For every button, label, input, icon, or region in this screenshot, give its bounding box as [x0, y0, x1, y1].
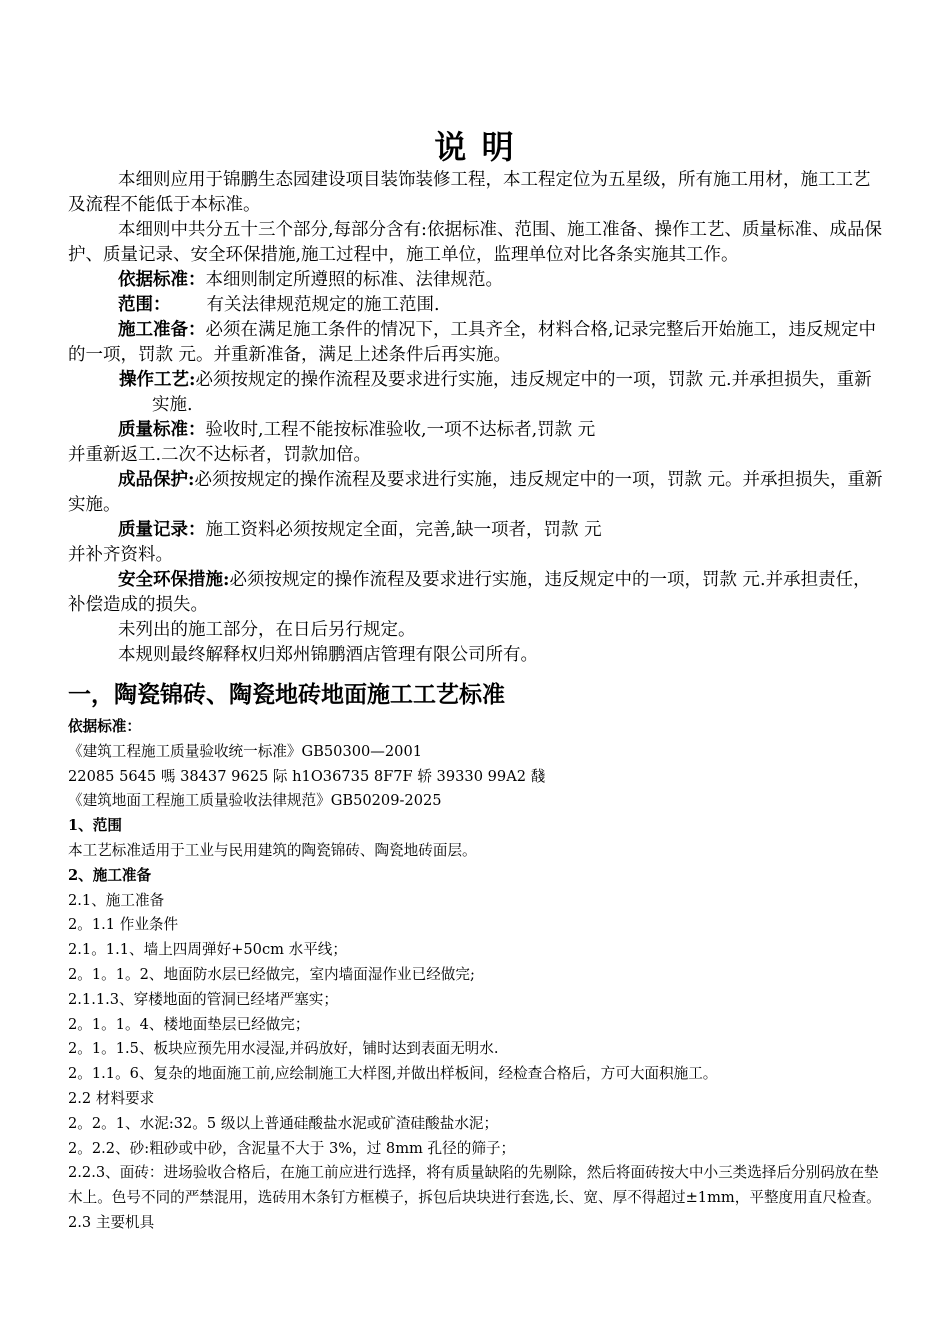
record-label: 质量记录： [118, 520, 206, 540]
basis-item [68, 268, 884, 293]
standard-line: 《建筑工程施工质量验收统一标准》GB50300—2001 [68, 742, 423, 760]
prep-text: 必须在满足施工条件的情况下，工具齐全，材料合格,记录完整后开始施工，违反规定中的一项，罚款 元。并重新准备，满足上述条件后再实施。 [68, 320, 877, 365]
section-heading: 一，陶瓷锦砖、陶瓷地砖地面施工工艺标准 [68, 681, 505, 708]
list-item: 2。2。1、水泥:32。5 级以上普通硅酸盐水泥或矿渣硅酸盐水泥； [68, 1114, 499, 1132]
safety-label: 安全环保措施: [118, 570, 230, 590]
basis-text: 本细则制定所遵照的标准、法律规范。 [205, 270, 503, 290]
record-item [68, 518, 884, 543]
basis-label: 依据标准： [118, 270, 206, 290]
safety-item [68, 568, 884, 618]
quality-text: 验收时,工程不能按标准验收,一项不达标者,罚款 元 [205, 420, 596, 440]
scope-label: 范围： [118, 295, 171, 315]
intro-section [68, 168, 884, 668]
list-item: 2。1。1.5、板块应预先用水浸湿,并码放好，铺时达到表面无明水. [68, 1040, 499, 1058]
prep-item [68, 318, 884, 368]
rights-note: 本规则最终解释权归郑州锦鹏酒店管理有限公司所有。 [118, 645, 538, 665]
section-basis-label: 依据标准： [68, 718, 141, 735]
operation-text: 必须按规定的操作流程及要求进行实施，违反规定中的一项，罚款 元.并承担损失，重新实施. [152, 370, 872, 415]
protect-item [68, 468, 884, 518]
prep-label: 施工准备： [118, 320, 206, 340]
operation-label: 操作工艺: [119, 370, 196, 390]
list-item: 2.1.1.3、穿楼地面的管洞已经堵严塞实； [68, 990, 338, 1008]
scope-paragraph: 本工艺标准适用于工业与民用建筑的陶瓷锦砖、陶瓷地砖面层。 [68, 841, 477, 859]
scope-heading: 1、范围 [68, 817, 122, 835]
list-item: 2.1。1.1、墙上四周弹好+50cm 水平线； [68, 941, 347, 959]
list-item: 2。1。1。2、地面防水层已经做完，室内墙面湿作业已经做完; [68, 965, 475, 983]
intro-paragraph-structure: 本细则中共分五十三个部分,每部分含有:依据标准、范围、施工准备、操作工艺、质量标准、成品保护、质量记录、安全环保措施,施工过程中，施工单位，监理单位对比各条实施其工作。 [68, 220, 882, 265]
quality-item [68, 418, 884, 443]
list-item: 2。2.2、砂:粗砂或中砂，含泥量不大于 3%，过 8mm 孔径的筛子； [68, 1139, 516, 1157]
intro-paragraph-scope: 本细则应用于锦鹏生态园建设项目装饰装修工程，本工程定位为五星级，所有施工用材，施工工艺及流程不能低于本标准。 [68, 170, 871, 215]
quality-continuation: 并重新返工.二次不达标者，罚款加倍。 [68, 445, 372, 465]
record-continuation: 并补齐资料。 [68, 545, 173, 565]
quality-label: 质量标准： [118, 420, 206, 440]
standard-line: 《建筑地面工程施工质量验收法律规范》GB50209-2025 [68, 792, 442, 810]
prep-heading: 2、施工准备 [68, 866, 152, 884]
protect-text: 必须按规定的操作流程及要求进行实施，违反规定中的一项，罚款 元。并承担损失，重新实施。 [68, 470, 883, 515]
section-body [68, 715, 884, 1236]
list-item: 2。1.1。6、复杂的地面施工前,应绘制施工大样图,并做出样板间，经检查合格后，方可大面积施工。 [68, 1065, 718, 1083]
standard-line: 22085 5645 嗎 38437 9625 际 h1O36735 8F7F 轿 39330 99A2 馢 [68, 767, 546, 785]
list-item: 2.3 主要机具 [68, 1213, 155, 1231]
operation-item [68, 368, 884, 418]
list-item: 2.2.3、面砖：进场验收合格后，在施工前应进行选择，将有质量缺陷的先剔除，然后将面砖按大中小三类选择后分别码放在垫木上。色号不同的严禁混用，选砖用木条钉方框模子，拆包后块块进行套选,长、宽、厚不得超过±1mm，平整度用直尺检查。 [68, 1164, 881, 1207]
page-title: 说 明 [434, 128, 516, 166]
list-item: 2。1。1。4、楼地面垫层已经做完； [68, 1015, 310, 1033]
list-item: 2.2 材料要求 [68, 1089, 155, 1107]
scope-item [68, 293, 884, 318]
scope-text: 有关法律规范规定的施工范围. [206, 295, 440, 315]
list-item: 2.1、施工准备 [68, 891, 165, 909]
record-text: 施工资料必须按规定全面，完善,缺一项者，罚款 元 [205, 520, 602, 540]
safety-text: 必须按规定的操作流程及要求进行实施，违反规定中的一项，罚款 元.并承担责任，补偿造成的损失。 [68, 570, 871, 615]
unlisted-note: 未列出的施工部分，在日后另行规定。 [118, 620, 416, 640]
list-item: 2。1.1 作业条件 [68, 916, 179, 934]
protect-label: 成品保护: [118, 470, 195, 490]
